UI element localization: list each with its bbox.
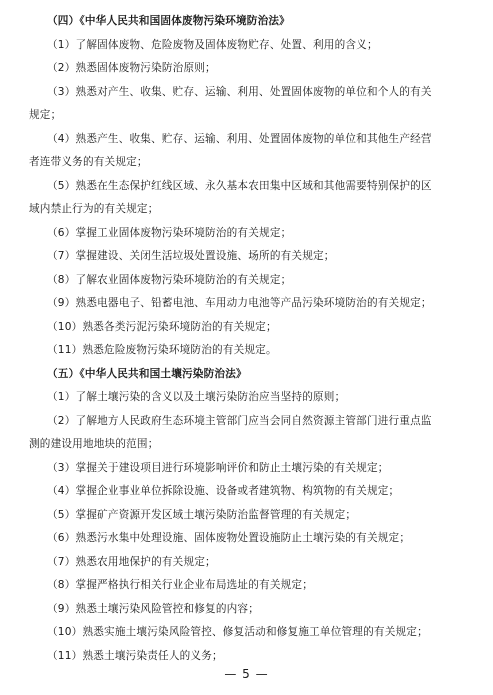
document-line: （4）掌握企业事业单位拆除设施、设备或者建筑物、构筑物的有关规定； xyxy=(47,485,400,497)
document-line: （1）了解固体废物、危险废物及固体废物贮存、处置、利用的含义； xyxy=(47,39,378,51)
document-line: 者连带义务的有关规定； xyxy=(29,156,148,168)
document-line: （7）掌握建设、关闭生活垃圾处置设施、场所的有关规定； xyxy=(47,250,335,262)
document-line: （7）熟悉农用地保护的有关规定； xyxy=(47,556,216,568)
document-line: （9）熟悉土壤污染风险管控和修复的内容； xyxy=(47,603,260,615)
document-line: （1）了解土壤污染的含义以及土壤污染防治应当坚持的原则； xyxy=(47,391,346,403)
document-line: （8）了解农业固体废物污染环境防治的有关规定； xyxy=(47,274,292,286)
document-line: （2）了解地方人民政府生态环境主管部门应当会同自然资源主管部门进行重点监 xyxy=(47,415,432,427)
document-line: （2）熟悉固体废物污染防治原则； xyxy=(47,62,216,74)
document-line: （10）熟悉实施土壤污染风险管控、修复活动和修复施工单位管理的有关规定； xyxy=(47,626,428,638)
document-line: （3）熟悉对产生、收集、贮存、运输、利用、处置固体废物的单位和个人的有关 xyxy=(47,86,432,98)
document-line: （10）熟悉各类污泥污染环境防治的有关规定； xyxy=(47,321,277,333)
page-number: — 5 — xyxy=(224,667,269,681)
document-line: （4）熟悉产生、收集、贮存、运输、利用、处置固体废物的单位和其他生产经营 xyxy=(47,133,432,145)
document-line: 测的建设用地地块的范围； xyxy=(29,438,159,450)
document-line: （11）熟悉危险废物污染环境防治的有关规定。 xyxy=(47,344,277,356)
document-line: （5）熟悉在生态保护红线区域、永久基本农田集中区域和其他需要特别保护的区 xyxy=(47,180,432,192)
document-line: （3）掌握关于建设项目进行环境影响评价和防止土壤污染的有关规定； xyxy=(47,462,389,474)
document-line: （9）熟悉电器电子、铅蓄电池、车用动力电池等产品污染环境防治的有关规定； xyxy=(47,297,432,309)
document-line: （8）掌握严格执行相关行业企业布局选址的有关规定； xyxy=(47,579,313,591)
document-line: （5）掌握矿产资源开发区域土壤污染防治监督管理的有关规定； xyxy=(47,509,357,521)
section-heading: （四）《中华人民共和国固体废物污染环境防治法》 xyxy=(47,15,290,27)
document-line: （6）熟悉污水集中处理设施、固体废物处置设施防止土壤污染的有关规定； xyxy=(47,532,411,544)
section-heading: （五）《中华人民共和国土壤污染防治法》 xyxy=(47,368,247,380)
document-line: 域内禁止行为的有关规定； xyxy=(29,203,159,215)
document-line: 规定； xyxy=(29,109,62,121)
document-line: （11）熟悉土壤污染责任人的义务； xyxy=(47,650,223,662)
document-line: （6）掌握工业固体废物污染环境防治的有关规定； xyxy=(47,227,292,239)
